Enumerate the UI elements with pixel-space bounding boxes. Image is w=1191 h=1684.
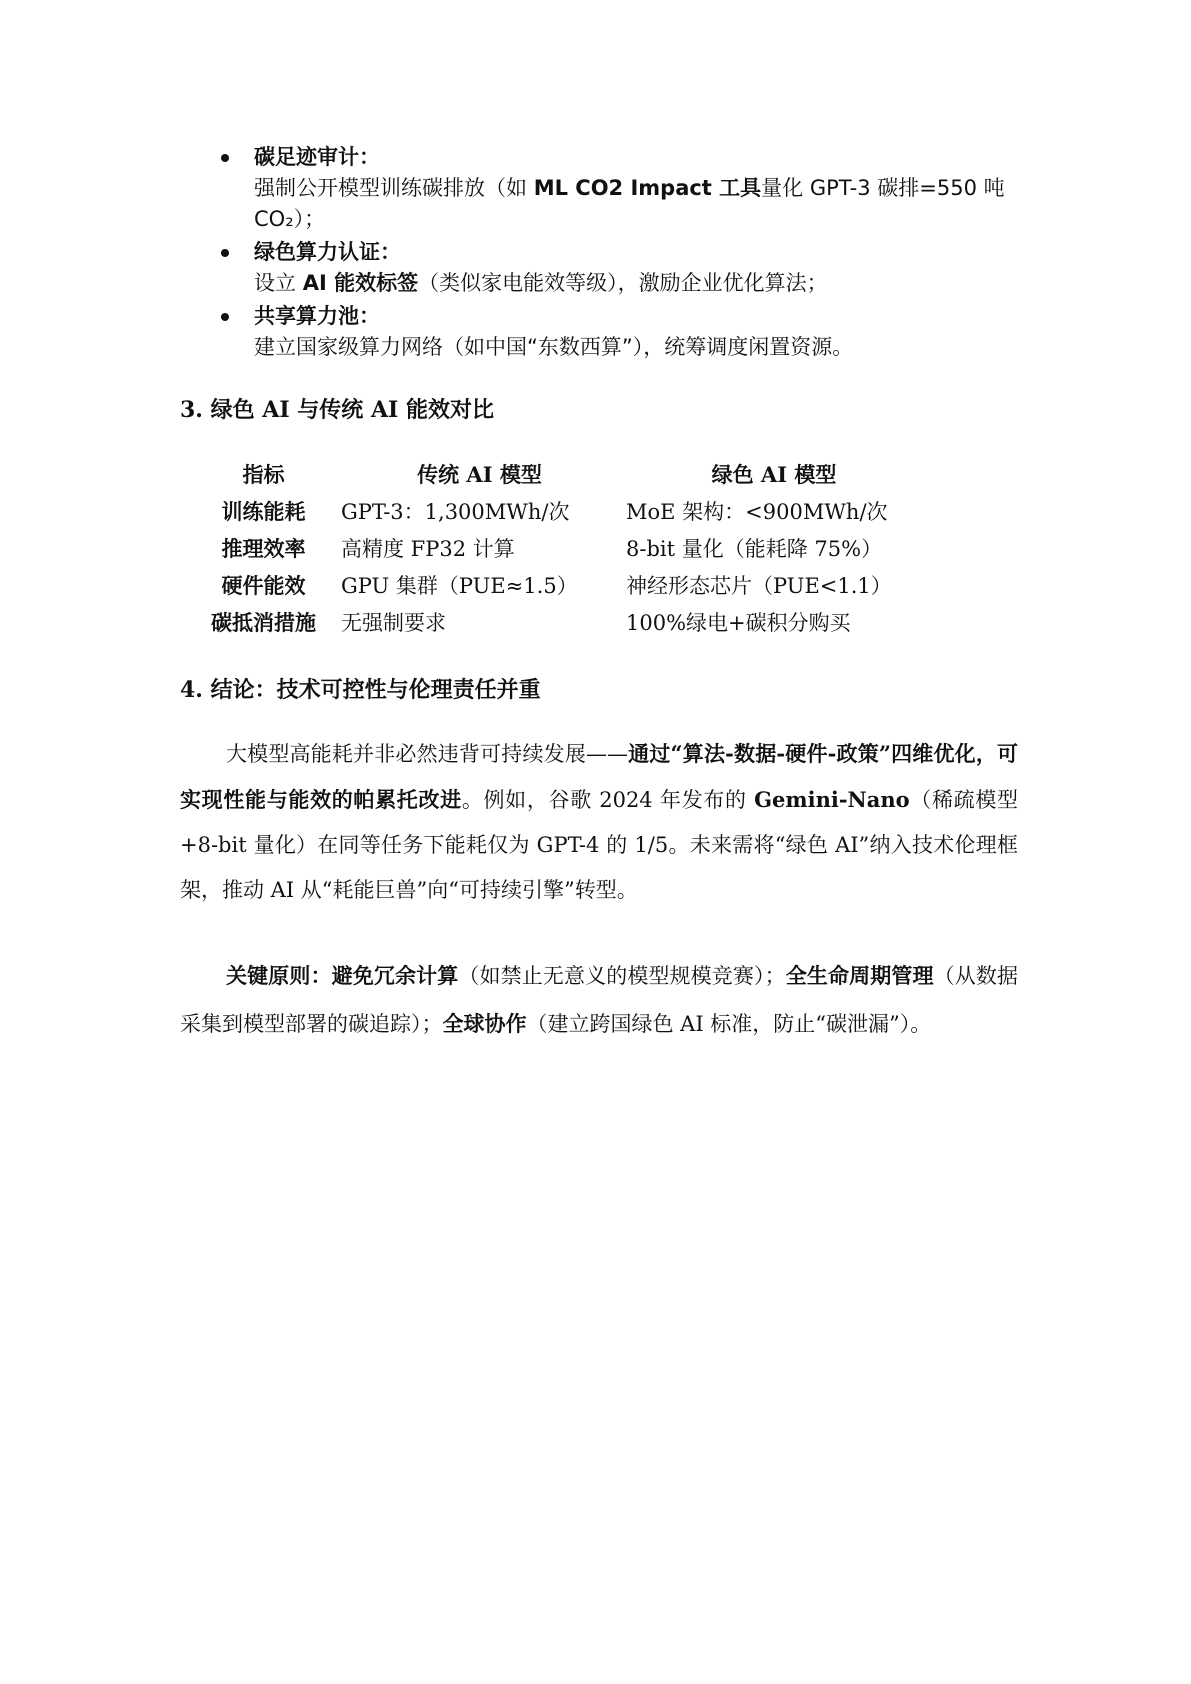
table-cell-metric: 训练能耗 [221, 498, 306, 524]
paragraph-text: （建立跨国绿色 AI 标准，防止“碳泄漏”）。 [526, 1012, 932, 1036]
table-cell-green: 8-bit 量化（能耗降 75%） [626, 536, 883, 561]
bullet-title: 碳足迹审计： [254, 145, 380, 169]
conclusion-paragraph [180, 731, 1018, 913]
bullet-title: 绿色算力认证： [254, 240, 401, 264]
table-header-green: 绿色 AI 模型 [711, 461, 837, 487]
table-header-row [190, 455, 926, 492]
paragraph-bold-text: 通过“算法-数据-硬件-政策”四维优化，可实现性能与能效的帕累托改进 [180, 741, 1019, 812]
paragraph-text: 大模型高能耗并非必然违背可持续发展—— [226, 742, 628, 766]
table-cell-traditional: 无强制要求 [341, 610, 446, 635]
bullet-dot-icon [221, 154, 229, 162]
table-header-traditional: 传统 AI 模型 [417, 461, 542, 487]
section-3-heading: 3. 绿色 AI 与传统 AI 能效对比 [180, 397, 494, 423]
bullet-item-shared-pool [217, 301, 1037, 363]
bullet-body [254, 173, 1037, 235]
paragraph-text: （稀疏模型+8-bit 量化）在同等任务下能耗仅为 GPT-4 的 1/5。未来需将“绿色 AI”纳入技术伦理框架，推动 AI 从“耗能巨兽”向“可持续引擎”转型。 [180, 788, 1019, 902]
table-row [190, 529, 926, 566]
table-cell-metric: 硬件能效 [221, 572, 306, 598]
table-cell-traditional: GPU 集群（PUE≈1.5） [341, 573, 578, 598]
bullet-body-text: 强制公开模型训练碳排放（如 [254, 176, 534, 200]
table-cell-traditional: 高精度 FP32 计算 [341, 536, 515, 561]
policy-bullet-list [217, 142, 1037, 365]
bullet-body-bold: ML CO2 Impact 工具 [533, 176, 762, 200]
paragraph-bold-text: 关键原则：避免冗余计算 [226, 963, 459, 988]
table-cell-metric: 碳抵消措施 [211, 609, 316, 635]
table-cell-green: 神经形态芯片（PUE<1.1） [626, 573, 892, 598]
bullet-body [254, 268, 1037, 299]
table-header-metric: 指标 [242, 461, 285, 487]
table-cell-traditional: GPT-3：1,300MWh/次 [341, 499, 570, 524]
bullet-item-green-compute [217, 237, 1037, 299]
paragraph-text: 。例如，谷歌 2024 年发布的 [461, 788, 755, 812]
bullet-body-text: 量化 GPT-3 碳排=550 吨 CO₂）； [254, 176, 1005, 231]
table-row [190, 492, 926, 529]
paragraph-text: （从数据采集到模型部署的碳追踪）； [180, 964, 1019, 1036]
bullet-body-text: （类似家电能效等级），激励企业优化算法； [418, 271, 828, 295]
key-principles-paragraph [180, 952, 1018, 1048]
table-cell-green: 100%绿电+碳积分购买 [626, 610, 851, 635]
efficiency-comparison-table [190, 455, 926, 640]
bullet-title: 共享算力池： [254, 304, 380, 328]
bullet-body-bold: AI 能效标签 [302, 271, 419, 295]
bullet-body-text: 建立国家级算力网络（如中国“东数西算”），统筹调度闲置资源。 [254, 335, 854, 359]
table-cell-green: MoE 架构：<900MWh/次 [626, 499, 888, 524]
bullet-body [254, 332, 1037, 363]
bullet-body-text: 设立 [254, 271, 303, 295]
paragraph-bold-text: Gemini-Nano [754, 787, 910, 812]
paragraph-bold-text: 全生命周期管理 [785, 963, 934, 988]
bullet-item-carbon-audit [217, 142, 1037, 235]
paragraph-text: （如禁止无意义的模型规模竞赛）； [458, 964, 786, 988]
section-4-heading: 4. 结论：技术可控性与伦理责任并重 [180, 677, 541, 703]
paragraph-bold-text: 全球协作 [442, 1011, 527, 1036]
bullet-dot-icon [221, 249, 229, 257]
bullet-dot-icon [221, 313, 229, 321]
table-cell-metric: 推理效率 [221, 535, 306, 561]
table-row [190, 566, 926, 603]
table-row [190, 603, 926, 640]
